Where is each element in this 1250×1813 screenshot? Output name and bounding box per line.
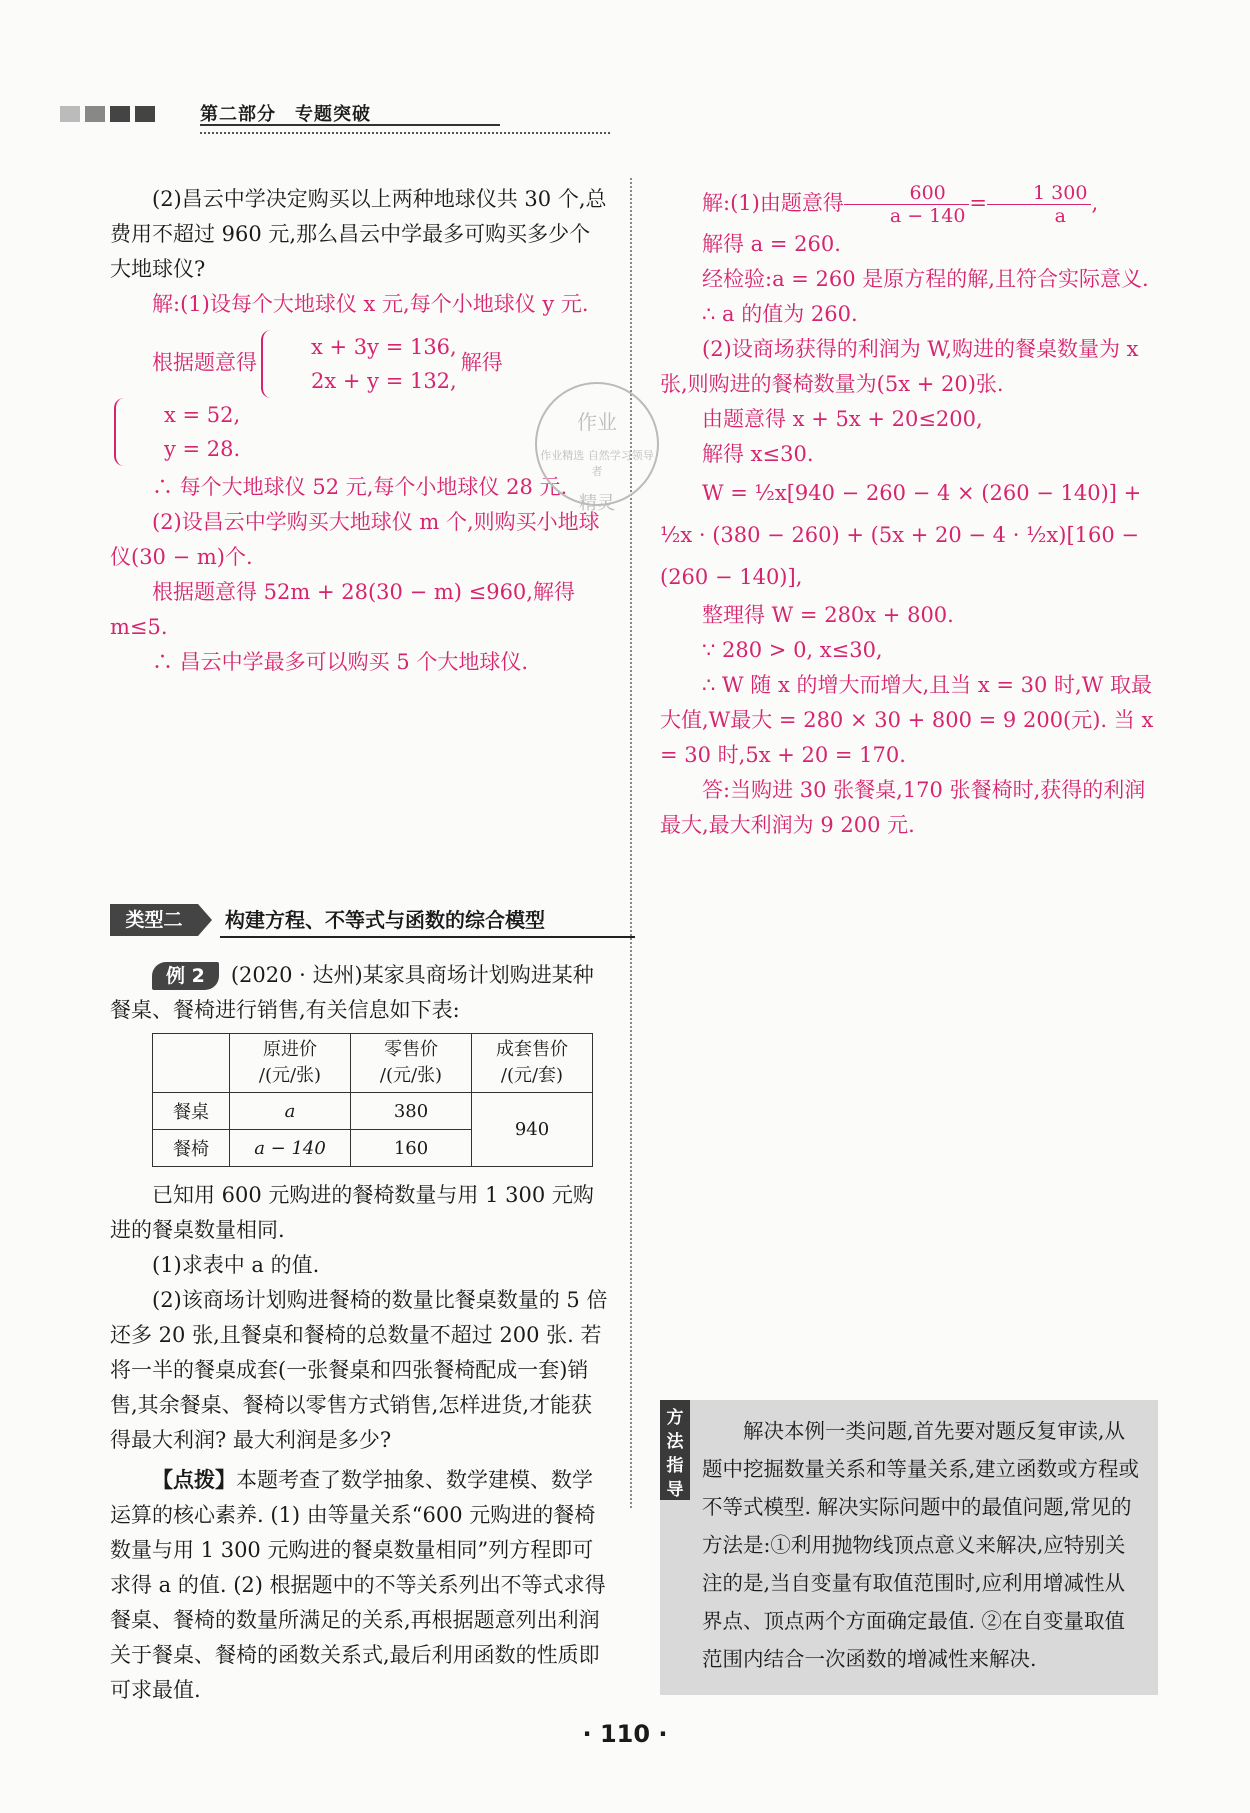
system-ans1: x = 52, — [164, 403, 241, 427]
solution-step-8: W = ½x[940 − 260 − 4 × (260 − 140)] + ½x · (380 − 260) + (5x + 20 − 4 · ½x)[160 − (260 − 140)], — [660, 481, 1142, 589]
type-heading — [110, 902, 635, 938]
example-intro — [110, 958, 610, 1028]
example-question-2: (2)该商场计划购进餐椅的数量比餐桌数量的 5 倍还多 20 张,且餐桌和餐椅的总数量不超过 200 张. 若将一半的餐桌成套(一张餐桌和四张餐椅配成一套)销售,其余餐桌、餐椅以零售方式销售,怎样进货,才能获得最大利润? 最大利润是多少? — [110, 1288, 608, 1452]
solution-step-4: ∴ a 的值为 260. — [702, 302, 858, 326]
step1-equals: = — [969, 191, 988, 215]
type-title: 构建方程、不等式与函数的综合模型 — [225, 908, 545, 932]
solution-step-10: ∵ 280 > 0, x≤30, — [702, 638, 883, 662]
fraction-left: $\frac{600}{a - 140}$ — [844, 182, 970, 227]
watermark-stamp — [535, 382, 659, 514]
column-divider — [630, 178, 632, 1508]
method-guide-box — [660, 1400, 1158, 1695]
step1-prefix: 解:(1)由题意得 — [702, 191, 844, 215]
running-header — [60, 100, 440, 126]
fraction-right: $\frac{1 300}{a}$ — [987, 182, 1091, 227]
table-header-retail: 零售价 /(元/张) — [351, 1034, 472, 1093]
solution-step-3: 经检验:a = 260 是原方程的解,且符合实际意义. — [702, 267, 1149, 291]
solution-answer: 答:当购进 30 张餐桌,170 张餐椅时,获得的利润最大,最大利润为 9 200 元. — [660, 778, 1146, 837]
hint-label: 【点拨】 — [152, 1467, 236, 1492]
system-ans2: y = 28. — [164, 437, 241, 461]
system-brace-2 — [114, 398, 240, 466]
table-header-row — [153, 1034, 593, 1093]
header-decoration — [60, 106, 155, 122]
hint-paragraph — [110, 1462, 610, 1708]
right-column-solution — [660, 182, 1160, 843]
table-cell-cost: a − 140 — [230, 1130, 351, 1167]
stamp-text-1: 作业 — [577, 410, 617, 434]
system-solve-word: 解得 — [460, 350, 503, 375]
example-intro-block — [110, 958, 610, 1028]
example-question-1: (1)求表中 a 的值. — [152, 1253, 320, 1277]
table-cell-retail: 380 — [351, 1093, 472, 1130]
solution-step-2: 解得 a = 260. — [702, 232, 841, 256]
method-guide-text: 解决本例一类问题,首先要对题反复审读,从题中挖掘数量关系和等量关系,建立函数或方程或不等式模型. 解决实际问题中的最值问题,常见的方法是:①利用抛物线顶点意义来解决,应特别关注的是,当自变量有取值范围时,应利用增减性从界点、顶点两个方面确定最值. ②在自变量取值范围内结合一次函数的增减性来解决. — [702, 1419, 1140, 1671]
solution-part2: (2)设昌云中学购买大地球仪 m 个,则购买小地球仪(30 − m)个. — [110, 510, 600, 569]
table-header-set: 成套售价 /(元/套) — [472, 1034, 593, 1093]
step1-comma: , — [1091, 191, 1099, 215]
conclusion-2: ∴ 昌云中学最多可以购买 5 个大地球仪. — [152, 650, 529, 674]
solution-step-11: ∴ W 随 x 的增大而增大,且当 x = 30 时,W 取最大值,W最大 = 280 × 30 + 800 = 9 200(元). 当 x = 30 时,5x + 20 = 170. — [660, 673, 1154, 767]
solution-step-1 — [660, 182, 1160, 227]
left-column-top — [110, 182, 610, 680]
stamp-text-2: 作业精选 自然学习领导者 — [540, 449, 654, 478]
header-dotted-rule — [200, 132, 610, 134]
system-eq2: 2x + y = 132, — [311, 369, 457, 393]
table-cell-set-price: 940 — [472, 1093, 593, 1167]
table-cell-cost: a — [230, 1093, 351, 1130]
inequality-line: 根据题意得 52m + 28(30 − m) ≤960,解得 m≤5. — [110, 580, 575, 639]
example-intro-text: (2020 · 达州)某家具商场计划购进某种餐桌、餐椅进行销售,有关信息如下表: — [110, 963, 594, 1022]
table-cell-name: 餐桌 — [153, 1093, 230, 1130]
table-cell-retail: 160 — [351, 1130, 472, 1167]
table-row — [153, 1093, 593, 1130]
solution-step-7: 解得 x≤30. — [702, 442, 814, 466]
stamp-text-3: 精灵 — [579, 493, 615, 514]
example-given: 已知用 600 元购进的餐椅数量与用 1 300 元购进的餐桌数量相同. — [110, 1183, 594, 1242]
system-brace-1 — [261, 330, 457, 398]
example-tag: 例 2 — [152, 962, 219, 990]
hint-text: 本题考查了数学抽象、数学建模、数学运算的核心素养. (1) 由等量关系“600 元购进的餐椅数量与用 1 300 元购进的餐桌数量相同”列方程即可求得 a 的值. (2) 根据题中的不等关系列出不等式求得餐桌、餐椅的数量所满足的关系,再根据题意列出利润关于餐桌、餐椅的函数关系式,最后利用函数的性质即可求最值. — [110, 1468, 606, 1702]
example-body — [110, 1178, 610, 1708]
type-tag: 类型二 — [110, 904, 198, 936]
solution-step-6: 由题意得 x + 5x + 20≤200, — [702, 407, 983, 431]
table-header-cost: 原进价 /(元/张) — [230, 1034, 351, 1093]
table-cell-name: 餐椅 — [153, 1130, 230, 1167]
conclusion-1: ∴ 每个大地球仪 52 元,每个小地球仪 28 元. — [152, 475, 568, 499]
system-prefix: 根据题意得 — [152, 350, 257, 375]
question-2-text: (2)昌云中学决定购买以上两种地球仪共 30 个,总费用不超过 960 元,那么昌云中学最多可购买多少个大地球仪? — [110, 187, 607, 281]
method-guide-label: 方法指导 — [660, 1400, 690, 1500]
table-corner-cell — [153, 1034, 230, 1093]
system-eq1: x + 3y = 136, — [311, 335, 457, 359]
page-number: · 110 · — [582, 1720, 668, 1748]
solution-step-9: 整理得 W = 280x + 800. — [702, 603, 954, 627]
solution-step-5: (2)设商场获得的利润为 W,购进的餐桌数量为 x 张,则购进的餐椅数量为(5x + 20)张. — [660, 337, 1139, 396]
header-rule — [200, 124, 500, 126]
solution-part1: 解:(1)设每个大地球仪 x 元,每个小地球仪 y 元. — [152, 292, 589, 316]
header-section-title: 第二部分 专题突破 — [200, 104, 371, 125]
price-table — [152, 1033, 593, 1167]
type-underline — [220, 936, 635, 938]
